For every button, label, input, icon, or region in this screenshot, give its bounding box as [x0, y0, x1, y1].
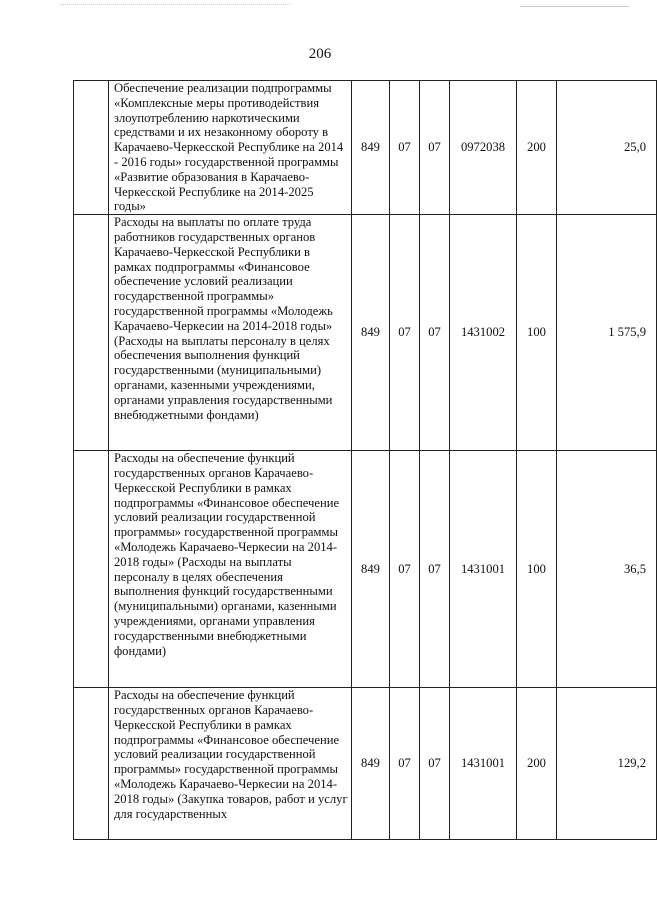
- row-target-article-code: 1431002: [450, 215, 517, 451]
- row-expense-type-code: 100: [517, 215, 557, 451]
- row-target-article-code: 0972038: [450, 81, 517, 215]
- row-blank-cell: [74, 451, 109, 688]
- row-section-code: 07: [390, 215, 420, 451]
- row-amount: 1 575,9: [557, 215, 657, 451]
- row-subsection-code: 07: [420, 215, 450, 451]
- row-amount: 36,5: [557, 451, 657, 688]
- page-number: 206: [308, 46, 332, 62]
- row-subsection-code: 07: [420, 451, 450, 688]
- row-target-article-code: 1431001: [450, 451, 517, 688]
- row-section-code: 07: [390, 451, 420, 688]
- row-section-code: 07: [390, 81, 420, 215]
- row-description: Расходы на обеспечение функций государственных органов Карачаево-Черкесской Республики в рамках подпрограммы «Финансовое обеспечение условий реализации государственной программы» государственной программы «Молодежь Карачаево-Черкесии на 2014-2018 годы» (Закупка товаров, работ и услуг для государственных: [109, 688, 352, 840]
- row-subsection-code: 07: [420, 688, 450, 840]
- row-expense-type-code: 100: [517, 451, 557, 688]
- row-section-code: 07: [390, 688, 420, 840]
- table-row: [74, 451, 657, 688]
- row-description: Расходы на выплаты по оплате труда работников государственных органов Карачаево-Черкесской Республики в рамках подпрограммы «Финансовое обеспечение условий реализации государственной программы» государственной программы «Молодежь Карачаево-Черкесии на 2014-2018 годы» (Расходы на выплаты персоналу в целях обеспечения выполнения функций государственными (муниципальными) органами, казенными учреждениями, органами управления государственными внебюджетными фондами): [109, 215, 352, 451]
- table-row: [74, 81, 657, 215]
- scan-artifact-top: [60, 4, 290, 13]
- row-description: Обеспечение реализации подпрограммы «Комплексные меры противодействия злоупотреблению наркотическими средствами и их незаконному обороту в Карачаево-Черкесской Республике на 2014 - 2016 годы» государственной программы «Развитие образования в Карачаево-Черкесской Республике на 2014-2025 годы»: [109, 81, 352, 215]
- row-grbs-code: 849: [352, 215, 390, 451]
- row-expense-type-code: 200: [517, 688, 557, 840]
- row-grbs-code: 849: [352, 451, 390, 688]
- row-subsection-code: 07: [420, 81, 450, 215]
- scan-artifact-top-right: [520, 6, 630, 7]
- row-expense-type-code: 200: [517, 81, 557, 215]
- table-row: [74, 215, 657, 451]
- row-description: Расходы на обеспечение функций государственных органов Карачаево-Черкесской Республики в рамках подпрограммы «Финансовое обеспечение условий реализации государственной программы» государственной программы «Молодежь Карачаево-Черкесии на 2014-2018 годы» (Расходы на выплаты персоналу в целях обеспечения выполнения функций государственными (муниципальными) органами, казенными учреждениями, органами управления государственными внебюджетными фондами): [109, 451, 352, 688]
- row-grbs-code: 849: [352, 81, 390, 215]
- row-blank-cell: [74, 81, 109, 215]
- row-blank-cell: [74, 215, 109, 451]
- budget-table: [73, 80, 657, 840]
- row-blank-cell: [74, 688, 109, 840]
- row-amount: 129,2: [557, 688, 657, 840]
- row-target-article-code: 1431001: [450, 688, 517, 840]
- row-amount: 25,0: [557, 81, 657, 215]
- table-row: [74, 688, 657, 840]
- row-grbs-code: 849: [352, 688, 390, 840]
